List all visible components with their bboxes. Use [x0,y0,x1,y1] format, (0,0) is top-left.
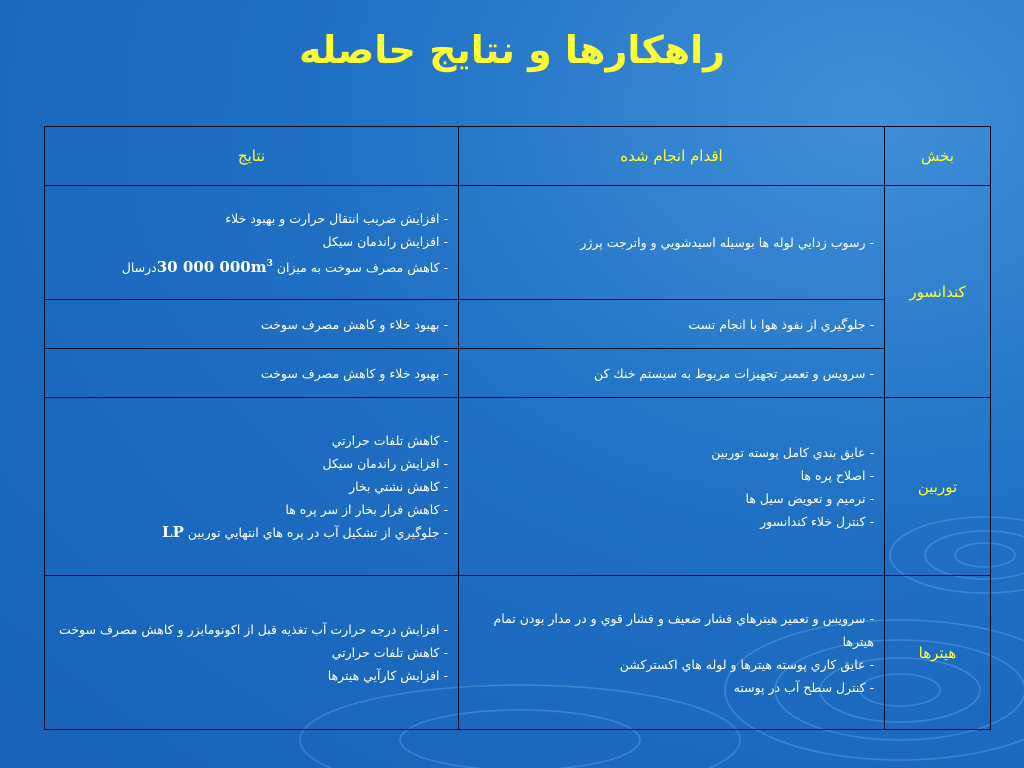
result-text: - جلوگيري از تشكيل آب در پره هاي انتهايي توربين [187,525,448,540]
actions-cell [459,349,885,398]
result-item: - افزايش راندمان سيكل [322,456,448,471]
result-item: - بهبود خلاء و كاهش مصرف سوخت [260,316,448,332]
table-header-row [45,127,991,186]
action-item: - اصلاح پره ها [800,467,874,483]
results-table [44,126,991,730]
action-item: - جلوگيري از نفوذ هوا با انجام تست [688,316,874,332]
action-item: - عايق كاري پوسته هيترها و لوله هاي اكستركشن [619,656,874,672]
action-item: - كنترل خلاء كندانسور [760,513,874,529]
page-title: راهکارها و نتایج حاصله [298,28,726,72]
result-item: - افزايش كارآيي هيترها [327,668,448,683]
table-row [45,398,991,576]
fuel-amount [157,258,273,276]
table-row [45,576,991,730]
result-item: - كاهش تلفات حرارتي [331,645,448,660]
result-text: - كاهش مصرف سوخت به ميزان [276,259,448,275]
results-cell [45,576,459,730]
actions-cell [459,398,885,576]
result-item: - بهبود خلاء و كاهش مصرف سوخت [260,365,448,381]
fuel-suffix: درسال [121,259,157,275]
section-heaters: هيترها [885,576,991,730]
results-cell [45,300,459,349]
result-item: - افزايش راندمان سيكل [322,233,448,249]
results-cell [45,186,459,300]
header-actions: اقدام انجام شده [459,127,885,186]
result-item [55,521,448,544]
result-item: - كاهش تلفات حرارتي [331,433,448,448]
actions-cell [459,300,885,349]
result-item [55,253,448,279]
action-item: - كنترل سطح آب در پوسته [733,679,874,695]
fuel-unit-superscript: 3 [266,258,273,269]
table-row [45,300,991,349]
action-item: - رسوب زدايي لوله ها بوسيله اسيدشويي و واترجت پرژر [580,235,874,250]
results-cell [45,398,459,576]
actions-cell [459,576,885,730]
lp-label: LP [162,523,184,541]
table-row [45,186,991,300]
results-cell [45,349,459,398]
header-section: بخش [885,127,991,186]
action-item: - عايق بندي كامل پوسته توربين [711,444,874,460]
section-turbine: توربين [885,398,991,576]
action-item: - ترميم و تعويض سيل ها [745,490,874,506]
result-item: - كاهش نشتي بخار [349,479,448,494]
action-item: - سرويس و تعمير تجهيزات مربوط به سيستم خنك كن [593,365,874,381]
result-item: - افزايش ضريب انتقال حرارت و بهبود خلاء [225,210,448,226]
fuel-amount-value: 30 000 000m [156,257,267,276]
result-item: - كاهش فرار بخار از سر پره ها [285,502,448,517]
result-item: - افزايش درجه حرارت آب تغذيه قبل از اكونومايزر و كاهش مصرف سوخت [59,622,448,637]
action-item: - سرويس و تعمير هيترهاي فشار ضعيف و فشار قوي و در مدار بودن تمام هيترها [493,610,874,649]
header-results: نتايج [45,127,459,186]
section-condenser: كندانسور [885,186,991,398]
actions-cell [459,186,885,300]
table-row [45,349,991,398]
